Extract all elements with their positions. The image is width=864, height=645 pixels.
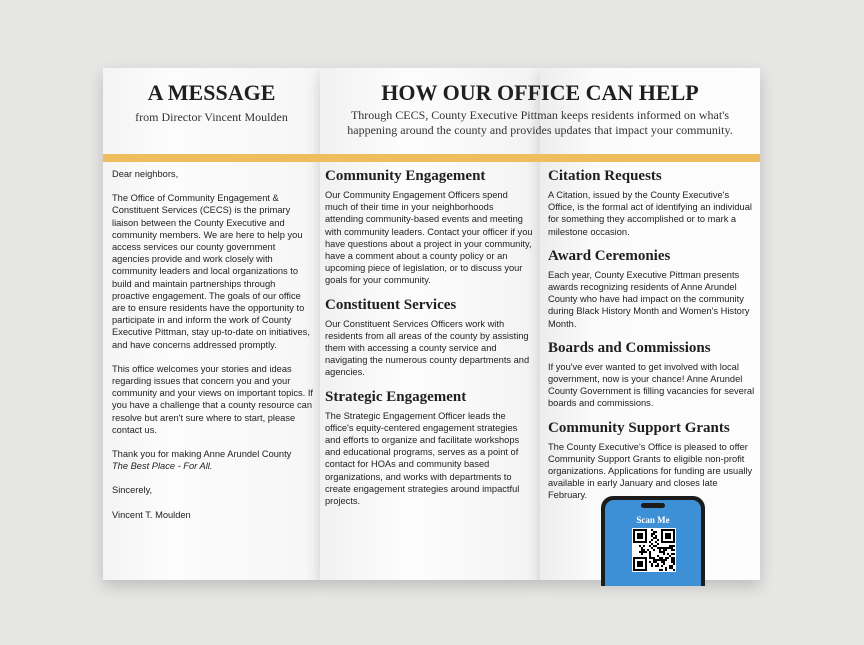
phone-notch xyxy=(641,503,665,508)
programs-column xyxy=(548,168,758,512)
section-boards-commissions xyxy=(548,340,758,410)
help-subtitle: Through CECS, County Executive Pittman keeps residents informed on what's happening around the county and provides updates that impact your community. xyxy=(347,108,733,137)
section-heading: Strategic Engagement xyxy=(325,388,467,405)
services-column xyxy=(325,168,533,517)
section-citation-requests xyxy=(548,168,758,238)
section-body: The Strategic Engagement Officer leads the office's equity-centered engagement strategies and efforts to organize and facilitate workshops and educational programs, serves as a point of contact for HOAs and community based organizations, and works with departments to create engagement strategies around impactful projects. xyxy=(325,410,520,507)
qr-code-icon[interactable] xyxy=(632,528,676,572)
letter-paragraph-2: This office welcomes your stories and ideas regarding issues that concern you and your community and your views on important topics. If you have a challenge that a county resource can resolve but aren't sure where to start, please contact us. xyxy=(112,363,313,435)
phone-graphic xyxy=(601,496,705,586)
section-body: Our Community Engagement Officers spend much of their time in your neighborhoods attending community-based events and meeting with community leaders. Contact your officer if you have questions about a project in your community, have a comment about a county policy or an upcoming piece of legislation, or to discuss your goals for your community. xyxy=(325,190,533,286)
section-heading: Constituent Services xyxy=(325,296,457,313)
letter-signature: Vincent T. Moulden xyxy=(112,509,191,520)
letter-column xyxy=(112,168,315,533)
section-strategic-engagement xyxy=(325,389,533,508)
section-heading: Boards and Commissions xyxy=(548,339,711,356)
trifold-brochure xyxy=(103,68,760,580)
section-award-ceremonies xyxy=(548,248,758,330)
letter-closing: Sincerely, xyxy=(112,485,153,496)
accent-band xyxy=(103,154,760,162)
section-body: Our Constituent Services Officers work with residents from all areas of the county by assisting them with accessing a county service and navigating the numerous county departments and agencies. xyxy=(325,318,530,378)
section-body: Each year, County Executive Pittman presents awards recognizing residents of Anne Arundel County who have had impact on the community during Black History Month and Women's History Month. xyxy=(548,269,750,329)
section-community-support-grants xyxy=(548,420,758,502)
section-heading: Community Support Grants xyxy=(548,419,730,436)
section-heading: Community Engagement xyxy=(325,168,486,184)
section-heading: Award Ceremonies xyxy=(548,247,671,264)
section-body: A Citation, issued by the County Executive's Office, is the formal act of identifying an individual for something they accomplished or to mark a milestone occasion. xyxy=(548,190,752,237)
letter-greeting: Dear neighbors, xyxy=(112,169,179,179)
section-community-engagement xyxy=(325,168,533,287)
section-heading: Citation Requests xyxy=(548,168,662,184)
letter-thanks: Thank you for making Anne Arundel County xyxy=(112,449,292,460)
letter-paragraph-3 xyxy=(112,448,315,472)
section-body: If you've ever wanted to get involved with local government, now is your chance! Anne Arundel County Government is filling vacancies for several boards and commissions. xyxy=(548,361,755,409)
message-subtitle: from Director Vincent Moulden xyxy=(135,110,288,124)
help-title: HOW OUR OFFICE CAN HELP xyxy=(381,80,699,105)
section-body: The County Executive's Office is pleased to offer Community Support Grants to eligible non-profit organizations. Applications for funding are usually available in early January and closes late February. xyxy=(548,441,753,501)
scan-me-label: Scan Me xyxy=(636,515,670,525)
phone-screen xyxy=(605,500,701,586)
letter-paragraph-1: The Office of Community Engagement & Constituent Services (CECS) is the primary liaison between the County Executive and community members. We are here to help you access services our county government agencies provide and work closely with community leaders and local organizations to build and maintain partnerships through proactive engagement. The goals of our office are to ensure residents have the opportunity to participate in and inform the work of County Executive Pittman, stay up-to-date on initiatives, and have concerns addressed promptly. xyxy=(112,193,310,350)
section-constituent-services xyxy=(325,297,533,379)
letter-slogan: The Best Place - For All. xyxy=(112,461,213,472)
message-title: A MESSAGE xyxy=(147,80,276,105)
